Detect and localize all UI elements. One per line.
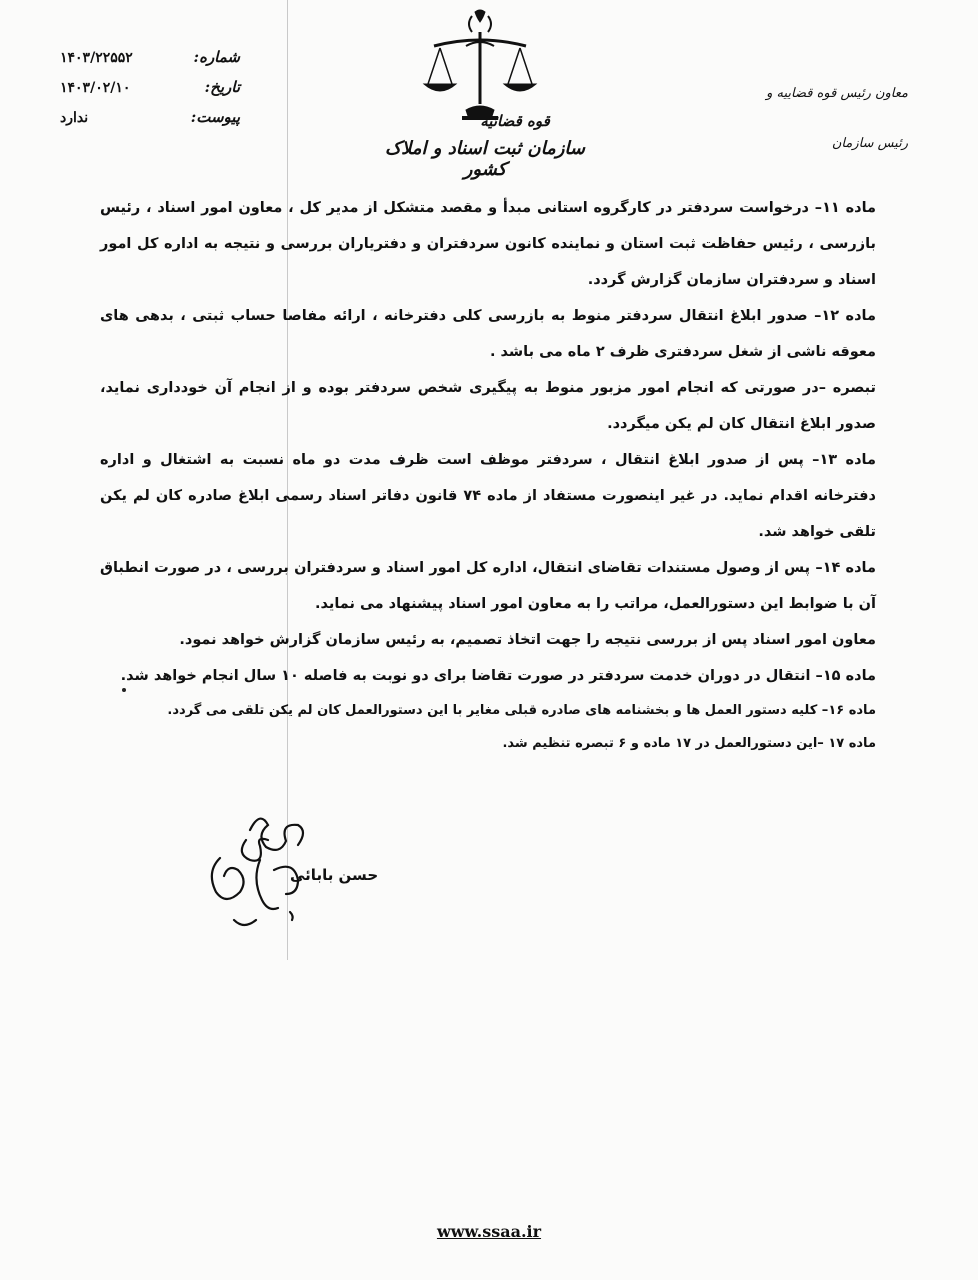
- attachment-label: پیوست:: [190, 108, 240, 126]
- number-value: ۱۴۰۳/۲۲۵۵۲: [60, 50, 133, 66]
- attachment-row: [60, 108, 240, 138]
- date-label: تاریخ:: [204, 78, 240, 96]
- article-14-cont: معاون امور اسناد پس از بررسی نتیجه را جهت اتخاذ تصمیم، به رئیس سازمان گزارش خواهد نمود.: [179, 632, 876, 648]
- article-12-note: تبصره –در صورتی که انجام امور مزبور منوط به پیگیری شخص سردفتر بوده و از انجام آن خودداری نماید، صدور ابلاغ انتقال کان لم یکن میگردد.: [100, 380, 876, 432]
- article-16: ماده ۱۶– کلیه دستور العمل ها و بخشنامه های صادره قبلی مغایر با این دستورالعمل کان لم یکن تلقی می گردد.: [167, 703, 876, 718]
- org-line-registry: سازمان ثبت اسناد و املاک کشور: [385, 138, 585, 180]
- article-15: ماده ۱۵– انتقال در دوران خدمت سردفتر در صورت تقاضا برای دو نوبت به فاصله ۱۰ سال انجام خواهد شد.: [120, 668, 876, 684]
- number-label: شماره:: [193, 48, 240, 66]
- number-row: [60, 48, 240, 78]
- recipient-head: رئیس سازمان: [831, 136, 908, 151]
- article-11: ماده ۱۱– درخواست سردفتر در کارگروه استانی مبدأ و مقصد متشکل از مدیر کل ، معاون امور اسناد ، رئیس بازرسی ، رئیس حفاظت ثبت استان و نماینده کانون سردفتران و دفتریاران بررسی و نتیجه به اداره کل امور اسناد و سردفتران سازمان گزارش گردد.: [100, 200, 876, 288]
- article-13: ماده ۱۳– پس از صدور ابلاغ انتقال ، سردفتر موظف است ظرف مدت دو ماه نسبت به اشتغال و اداره دفترخانه اقدام نماید. در غیر اینصورت مستفاد از ماده ۷۴ قانون دفاتر اسناد رسمی ابلاغ صادره کان لم یکن تلقی خواهد شد.: [100, 452, 876, 540]
- judiciary-emblem-icon: [420, 6, 540, 126]
- recipient-deputy: معاون رئیس قوه قضاییه و: [766, 86, 908, 101]
- signer-name: حسن بابائی: [290, 866, 379, 884]
- article-17: ماده ۱۷ –این دستورالعمل در ۱۷ ماده و ۶ تبصره تنظیم شد.: [502, 736, 876, 751]
- recipients: [748, 86, 908, 186]
- org-line-judiciary: قوه قضائیه: [480, 112, 550, 130]
- footer-website: [0, 1222, 978, 1241]
- organization-name: [370, 112, 600, 180]
- date-value: ۱۴۰۳/۰۲/۱۰: [60, 80, 131, 96]
- date-row: [60, 78, 240, 108]
- scan-speck: [122, 688, 126, 692]
- website-link[interactable]: www.ssaa.ir: [436, 1222, 542, 1241]
- article-14: ماده ۱۴– پس از وصول مستندات تقاضای انتقال، اداره کل امور اسناد و سردفتران بررسی ، در صورت انطباق آن با ضوابط این دستورالعمل، مراتب را به معاون امور اسناد پیشنهاد می نماید.: [100, 560, 876, 612]
- attachment-value: ندارد: [60, 110, 89, 126]
- article-12: ماده ۱۲– صدور ابلاغ انتقال سردفتر منوط به بازرسی کلی دفترخانه ، ارائه مفاصا حساب ثبتی ، بدهی های معوقه ناشی از شغل سردفتری ظرف ۲ ماه می باشد .: [100, 308, 876, 360]
- letter-metadata: [60, 48, 240, 138]
- letter-body: [100, 190, 876, 760]
